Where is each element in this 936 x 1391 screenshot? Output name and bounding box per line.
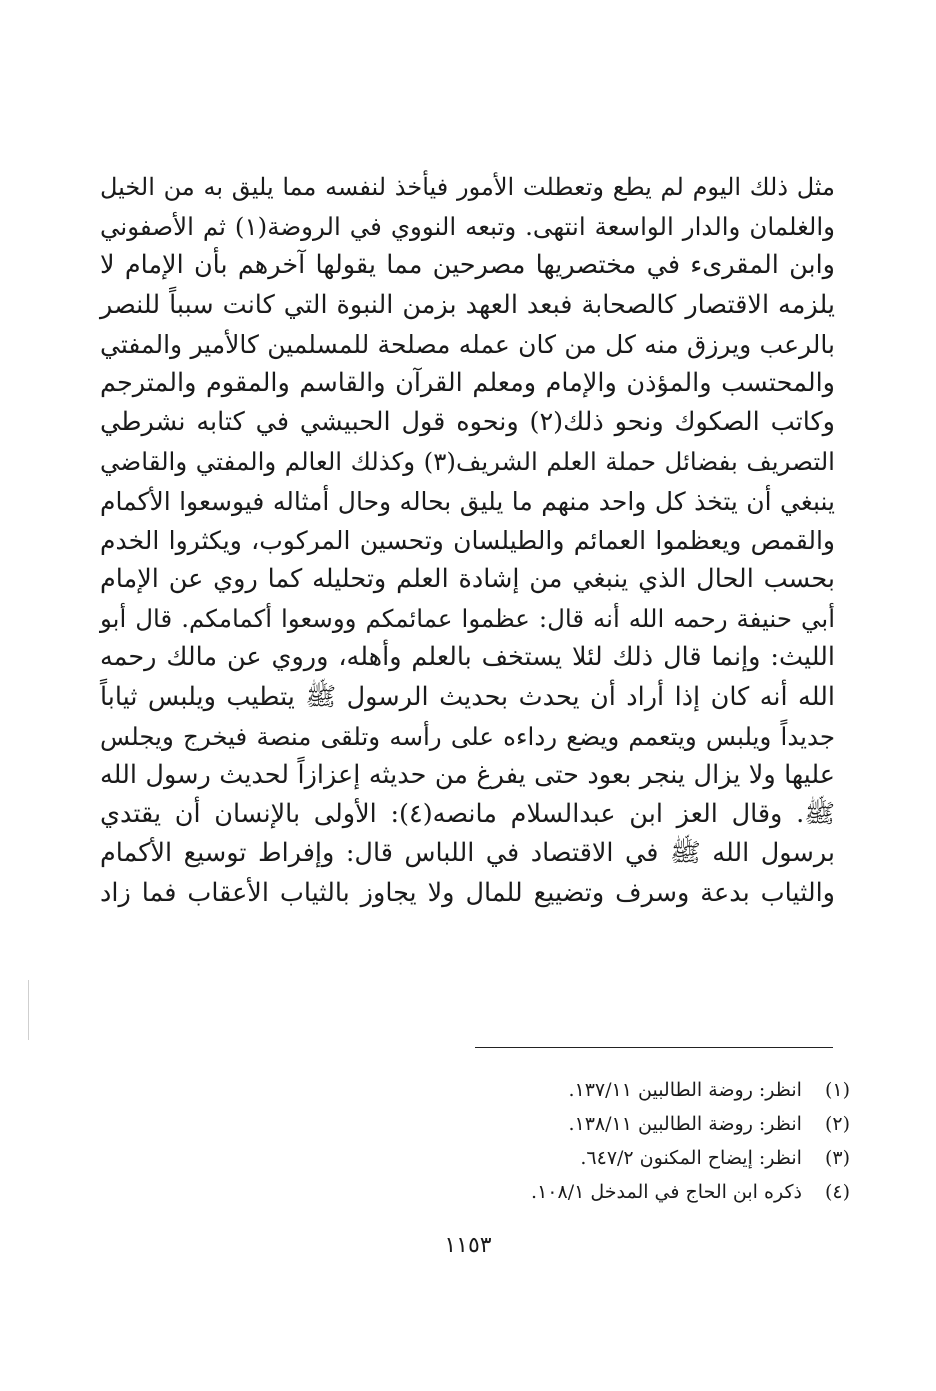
text-line: الله أنه كان إذا أراد أن يحدث بحديث الرسول ﷺ يتطيب ويلبس ثياباً [100, 681, 835, 712]
text-line: عليها ولا يزال ينجر بعود حتى يفرغ من حديثه إعزازاً لحديث رسول الله [100, 760, 835, 791]
footnote-number: (٣) [824, 1147, 850, 1169]
page-number: ١١٥٣ [444, 1233, 492, 1258]
footnote-text: انظر: إيضاح المكنون ٦٤٧/٢. [580, 1147, 802, 1169]
text-line: بالرعب ويرزق منه كل من كان عمله مصلحة للمسلمين كالأمير والمفتي [100, 329, 835, 359]
text-line: والقمص ويعظموا العمائم والطيلسان وتحسين المركوب، ويكثروا الخدم [100, 525, 835, 555]
text-line: والمحتسب والمؤذن والإمام ومعلم القرآن والقاسم والمقوم والمترجم [100, 368, 835, 399]
footnote [470, 1141, 850, 1175]
text-line: الليث: وإنما قال ذلك لئلا يستخف بالعلم وأهله، وروي عن مالك رحمه [100, 642, 835, 673]
text-line: مثل ذلك اليوم لم يطع وتعطلت الأمور فيأخذ لنفسه مما يليق به من الخيل [100, 173, 835, 201]
footnote-text: ذكره ابن الحاج في المدخل ١٠٨/١. [531, 1181, 802, 1203]
text-line: التصريف بفضائل حملة العلم الشريف(٣) وكذلك العالم والمفتي والقاضي [100, 447, 835, 477]
text-line: جديداً ويلبس ويتعمم ويضع رداءه على رأسه وتلقى منصة فيخرج ويجلس [100, 721, 835, 751]
text-line: والغلمان والدار الواسعة انتهى. وتبعه النووي في الروضة(١) ثم الأصفوني [100, 212, 835, 242]
text-line: أبي حنيفة رحمه الله أنه قال: عظموا عمائمكم ووسعوا أكمامكم. قال أبو [100, 604, 835, 634]
footnote-separator [475, 1047, 833, 1048]
footnote [470, 1073, 850, 1107]
footnotes [470, 1073, 850, 1209]
text-line: برسول الله ﷺ في الاقتصاد في اللباس قال: وإفراط توسيع الأكمام [100, 838, 835, 869]
footnote-number: (٢) [824, 1113, 850, 1135]
footnote-number: (٤) [824, 1181, 850, 1203]
footnote-text: انظر: روضة الطالبين ١٣٧/١١. [568, 1079, 802, 1101]
main-text [100, 168, 835, 913]
footnote-number: (١) [824, 1079, 850, 1101]
text-line: والثياب بدعة وسرف وتضييع للمال ولا يجاوز بالثياب الأعقاب فما زاد [100, 877, 835, 908]
scan-margin-line [28, 980, 29, 1040]
text-line: وكاتب الصكوك ونحو ذلك(٢) ونحوه قول الحبيشي في كتابه نشرطي [100, 407, 835, 438]
text-line: ينبغي أن يتخذ كل واحد منهم ما يليق بحاله وحال أمثاله فيوسعوا الأكمام [100, 486, 835, 516]
footnote [470, 1175, 850, 1209]
text-line: ﷺ. وقال العز ابن عبدالسلام مانصه(٤): الأولى بالإنسان أن يقتدي [100, 799, 836, 830]
text-line: بحسب الحال الذي ينبغي من إشادة العلم وتحليله كما روي عن الإمام [100, 564, 835, 595]
footnote-text: انظر: روضة الطالبين ١٣٨/١١. [568, 1113, 802, 1135]
text-line: وابن المقرىء في مختصريها مصرحين مما يقولها آخرهم بأن الإمام لا [100, 250, 835, 281]
footnote [470, 1107, 850, 1141]
text-line: يلزمه الاقتصار كالصحابة فبعد العهد بزمن النبوة التي كانت سبباً للنصر [100, 289, 835, 320]
